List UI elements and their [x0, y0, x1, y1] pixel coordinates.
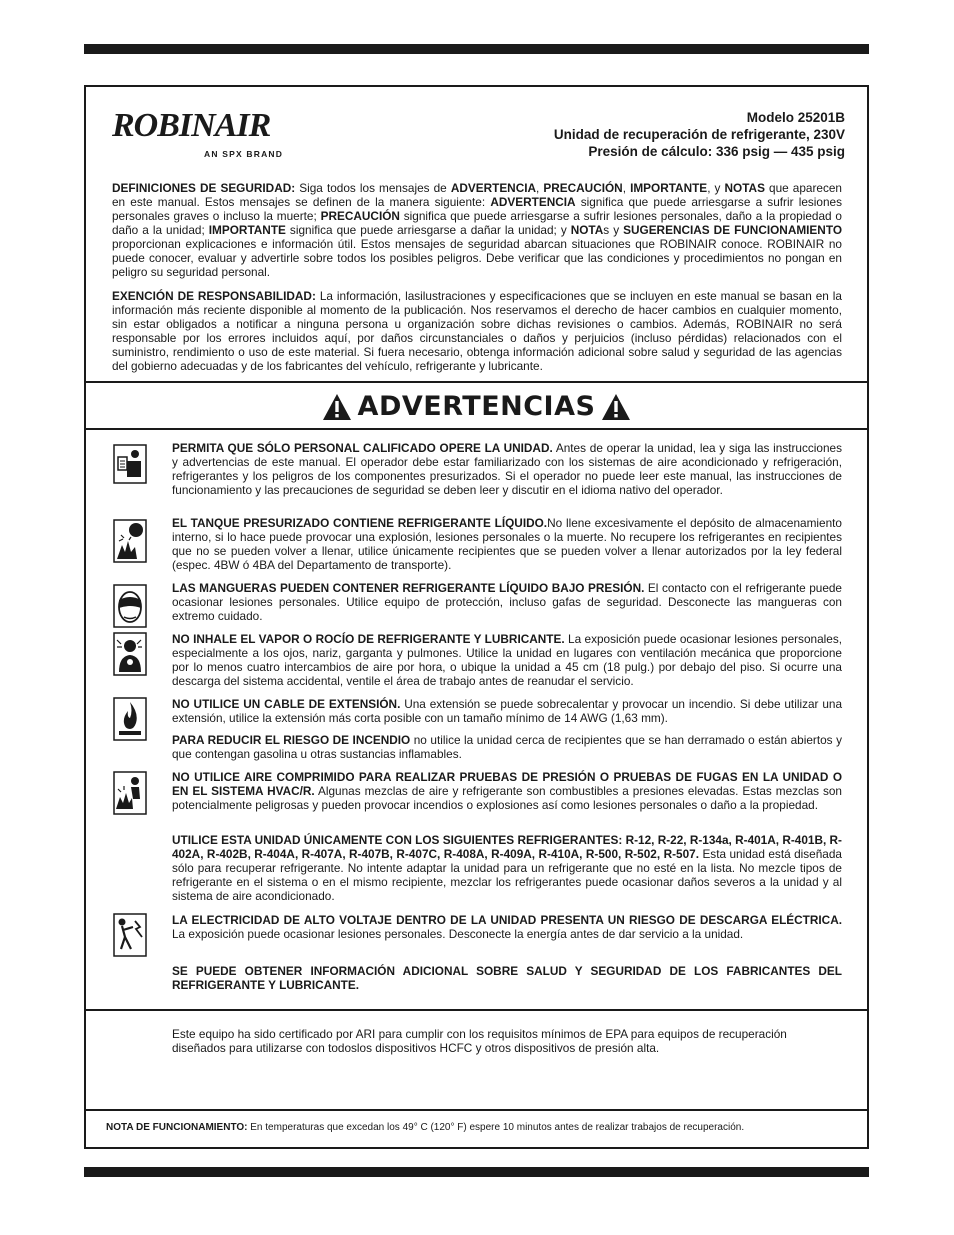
text-run: significa que puede arriesgarse a sufrir lesiones personales, daño a la propiedad o daño a la unidad; — [112, 209, 842, 237]
compressed-air-explosion-icon — [113, 771, 147, 811]
logo-tagline: AN SPX BRAND — [204, 149, 284, 159]
keyword: IMPORTANTE — [208, 223, 286, 237]
warning-triangle-icon — [601, 393, 631, 431]
warning-body: Antes de operar la unidad, lea y siga las instrucciones y advertencias de este manual. El operador debe estar familiarizado con los sistemas de aire acondicionado y refrigeración, refrigerantes y los peligros de los componentes presurizados. Si el operador no puede leer este manual, las instrucciones de funcionamiento y las precauciones de seguridad se deben leer y discutir en el idioma nativo del operador. — [172, 441, 842, 497]
keyword: NOTA — [570, 223, 604, 237]
divider — [86, 381, 867, 383]
disclaimer-heading: EXENCIÓN DE RESPONSABILIDAD: — [112, 289, 316, 303]
warning-inhalation — [172, 632, 842, 688]
robinair-logo — [112, 109, 302, 165]
warning-body: El contacto con el refrigerante puede ocasionar lesiones personales. Utilice equipo de protección, incluso gafas de seguridad. Desconecte las mangueras con extremo cuidado. — [172, 581, 842, 623]
warning-heading: PARA REDUCIR EL RIESGO DE INCENDIO — [172, 733, 411, 747]
read-manual-icon — [113, 444, 147, 484]
operating-note — [106, 1121, 856, 1134]
warning-heading: UTILICE ESTA UNIDAD ÚNICAMENTE CON LOS SIGUIENTES REFRIGERANTES: R-12, R-22, R-134a, R-401A, R-401B, R-402A, R-402B, R-404A, R-407A, R-407B, R-407C, R-408A, R-409A, R-410A, R-500, R-502, R-507. — [172, 833, 842, 861]
text-run: que aparecen en este manual. Estos mensajes se definen de la manera siguiente: — [112, 181, 842, 209]
text-run: significa que puede arriesgarse a sufrir lesiones personales graves o incluso la muerte; — [112, 195, 842, 223]
text-run: proporcionan explicaciones e información útil. Estos mensajes de seguridad abarcan situaciones que ROBINAIR conoce. ROBINAIR no puede conocer, evaluar y advertirle sobre todos los posibles peligros. Debe verificar que las condiciones y procedimientos no pongan en peligro su seguridad personal. — [112, 237, 842, 279]
text-run: , — [622, 181, 631, 195]
fire-hazard-icon — [113, 697, 147, 737]
warning-approved-refrigerants — [172, 833, 842, 903]
keyword: ADVERTENCIA — [450, 181, 537, 195]
warning-heading: NO UTILICE AIRE COMPRIMIDO PARA REALIZAR PRUEBAS DE PRESIÓN O PRUEBAS DE FUGAS EN LA UNIDAD O EN EL SISTEMA HVAC/R. — [172, 770, 842, 798]
certification-text: Este equipo ha sido certificado por ARI para cumplir con los requisitos mínimos de EPA para equipos de recuperación diseñados para utilizarse con todoslos dispositivos HCFC y otros dispositivos de presión alta. — [172, 1027, 787, 1055]
warning-heading: NO UTILICE UN CABLE DE EXTENSIÓN. — [172, 697, 401, 711]
divider — [86, 1109, 867, 1111]
model-info — [554, 109, 845, 160]
model-number: Modelo 25201B — [746, 110, 845, 125]
divider — [86, 1009, 867, 1011]
safety-definitions — [112, 181, 842, 279]
model-description: Unidad de recuperación de refrigerante, 230V — [553, 127, 845, 142]
warning-heading: SE PUEDE OBTENER INFORMACIÓN ADICIONAL SOBRE SALUD Y SEGURIDAD DE LOS FABRICANTES DEL REFRIGERANTE Y LUBRICANTE. — [172, 964, 842, 992]
manual-page-frame — [84, 85, 869, 1149]
top-rule — [84, 44, 869, 54]
warning-heading: NO INHALE EL VAPOR O ROCÍO DE REFRIGERANTE Y LUBRICANTE. — [172, 632, 565, 646]
text-run: significa que puede arriesgarse a dañar la unidad; y — [285, 223, 571, 237]
warning-body: Esta unidad está diseñada sólo para recuperar refrigerante. No intente adaptar la unidad para un refrigerante que no esté en la lista. No mezcle tipos de refrigerante en el sistema o en el mismo recipiente, mezclar los refrigerantes puede ocasionar daños severos a la unidad y al sistema de aire acondicionado. — [172, 847, 842, 903]
inhalation-hazard-icon — [113, 632, 147, 672]
warnings-title: ADVERTENCIAS — [357, 391, 596, 422]
model-pressure: Presión de cálculo: 336 psig — 435 psig — [588, 144, 845, 159]
operating-note-heading: NOTA DE FUNCIONAMIENTO: — [106, 1122, 248, 1133]
text-run: s y — [603, 223, 624, 237]
warning-extension-cord — [172, 697, 842, 725]
warning-body: No llene excesivamente el depósito de almacenamiento interno, si lo hace puede provocar una explosión, lesiones personales o la muerte. No recupere los refrigerantes en recipientes que no se pueden volver a llenar, utilice únicamente recipientes que se pueden volver a llenar autorizados por la ley federal (espec. 4BW ó 4BA del Departamento de transporte). — [172, 516, 842, 572]
warning-heading: EL TANQUE PRESURIZADO CONTIENE REFRIGERANTE LÍQUIDO. — [172, 516, 548, 530]
keyword: PRECAUCIÓN — [320, 209, 400, 223]
warning-body: La exposición puede ocasionar lesiones personales. Desconecte la energía antes de dar servicio a la unidad. — [172, 927, 744, 941]
text-run: Siga todos los mensajes de — [295, 181, 451, 195]
warning-triangle-icon — [322, 393, 352, 431]
warning-fire-risk — [172, 733, 842, 761]
warning-body: no utilice la unidad cerca de recipientes que se han derramado o están abiertos y que contengan gasolina u otras sustancias inflamables. — [172, 733, 842, 761]
warning-hoses — [172, 581, 842, 623]
keyword: NOTAS — [724, 181, 765, 195]
warning-high-voltage — [172, 913, 842, 941]
warnings-banner — [86, 389, 867, 431]
logo-wordmark: ROBINAIR — [112, 107, 271, 144]
warning-body: La exposición puede ocasionar lesiones personales, especialmente a los ojos, nariz, garganta y pulmones. Utilice la unidad en lugares con ventilación mecánica que proporcione por lo menos cuatro intercambios de aire por hora, o ubique la unidad a 45 cm (18 pulg.) por debajo del piso. Si ocurre una descarga del sistema accidental, ventile el área de trabajo antes de reanudar el servicio. — [172, 632, 842, 688]
keyword: IMPORTANTE — [630, 181, 708, 195]
warning-additional-info — [172, 964, 842, 992]
warning-body: Algunas mezclas de aire y refrigerante son combustibles a presiones elevadas. Estas mezclas son potencialmente peligrosas y pueden provocar incendios o explosiones así como lesiones personales o daño a la propiedad. — [172, 784, 842, 812]
warning-heading: PERMITA QUE SÓLO PERSONAL CALIFICADO OPERE LA UNIDAD. — [172, 441, 553, 455]
warning-heading: LA ELECTRICIDAD DE ALTO VOLTAJE DENTRO DE LA UNIDAD PRESENTA UN RIESGO DE DESCARGA ELÉCTRICA. — [172, 913, 842, 927]
warning-qualified-personnel — [172, 441, 842, 497]
keyword: SUGERENCIAS DE FUNCIONAMIENTO — [623, 223, 842, 237]
keyword: PRECAUCIÓN — [543, 181, 623, 195]
safety-goggles-icon — [113, 584, 147, 624]
disclaimer-text: La información, lasilustraciones y especificaciones que se incluyen en este manual se basan en la información más reciente disponible al momento de la publicación. Nos reservamos el derecho de hacer cambios en cualquier momento, sin estar obligados a notificar a ninguna persona u organización sobre dichas revisiones o cambios. Además, ROBINAIR no será responsable por los errores incluidos aquí, por daños circunstanciales o daños y perjuicios (incluso pérdidas) relacionados con el suministro, rendimiento o uso de este material. Si fuera necesario, obtenga información adicional sobre salud y seguridad de las agencias del gobierno adecuadas y de los fabricantes del vehículo, refrigerante y lubricante. — [112, 289, 842, 373]
safety-definitions-heading: DEFINICIONES DE SEGURIDAD: — [112, 181, 296, 195]
text-run: , y — [707, 181, 725, 195]
explosion-icon — [113, 519, 147, 559]
electric-shock-icon — [113, 913, 147, 953]
warning-pressurized-tank — [172, 516, 842, 572]
warning-body: Una extensión se puede sobrecalentar y provocar un incendio. Si debe utilizar una extensión, utilice la extensión más corta posible con un tamaño mínimo de 14 AWG (1,63 mm). — [172, 697, 842, 725]
warning-heading: LAS MANGUERAS PUEDEN CONTENER REFRIGERANTE LÍQUIDO BAJO PRESIÓN. — [172, 581, 645, 595]
keyword: ADVERTENCIA — [490, 195, 576, 209]
disclaimer — [112, 289, 842, 373]
warning-compressed-air — [172, 770, 842, 812]
bottom-rule — [84, 1167, 869, 1177]
operating-note-text: En temperaturas que excedan los 49° C (120° F) espere 10 minutos antes de realizar trabajos de recuperación. — [247, 1122, 745, 1133]
text-run: , — [536, 181, 544, 195]
divider — [86, 428, 867, 430]
